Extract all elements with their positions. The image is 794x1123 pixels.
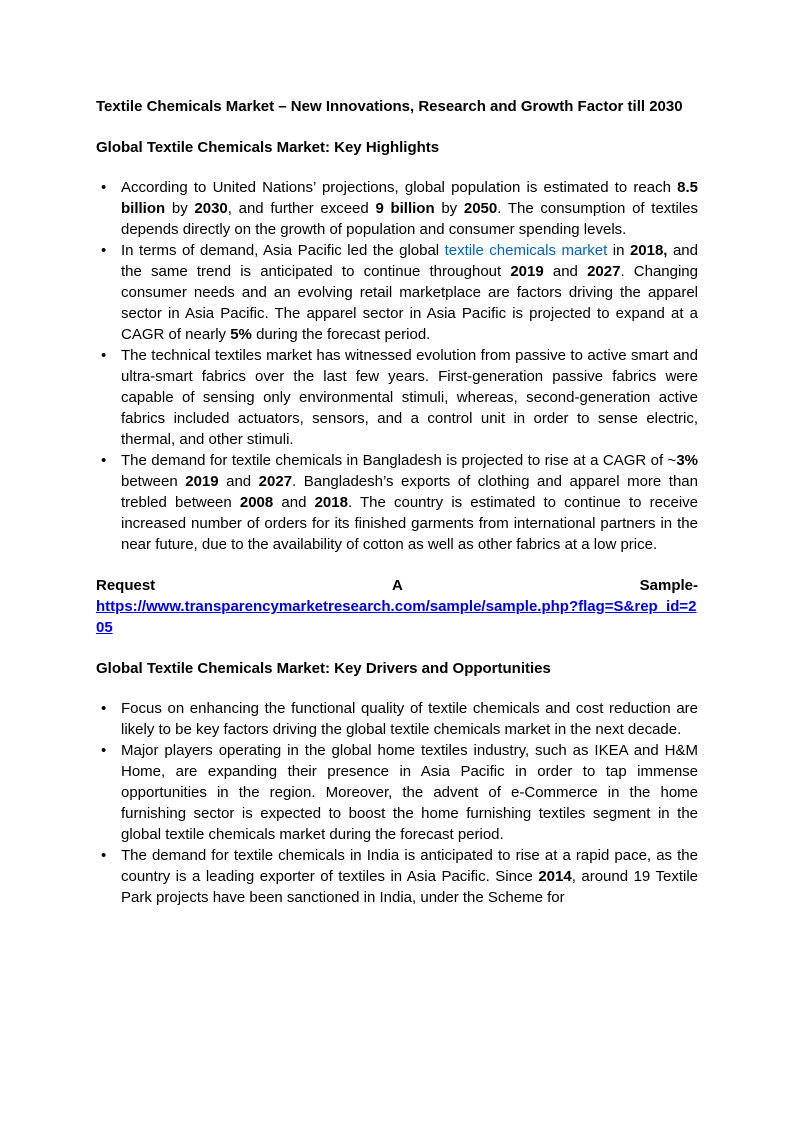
text-segment: According to United Nations’ projections, global population is estimated to reach [121, 179, 678, 196]
list-item [96, 177, 698, 240]
text-segment: . The country is estimated to continue to receive increased number of orders for its finished garments from international partners in the near future, due to the availability of cotton as well as other fabrics at a low price. [121, 494, 698, 553]
text-segment: , around 19 Textile Park projects have been sanctioned in India, under the Scheme for [121, 868, 698, 906]
bullet-icon: • [101, 347, 107, 364]
list-item [96, 845, 698, 908]
bullet-icon: • [101, 700, 107, 717]
text-segment: by [434, 200, 464, 217]
bold-text: 2030 [194, 200, 228, 217]
list-item [96, 240, 698, 345]
bold-text: 3% [676, 452, 698, 469]
bold-text: 2018 [314, 494, 348, 511]
bold-text: 2027 [258, 473, 293, 490]
drivers-list [96, 698, 698, 908]
text-segment: and [218, 473, 259, 490]
bold-text: 2008 [239, 494, 274, 511]
text-segment: and the same trend is anticipated to continue throughout [121, 242, 698, 280]
bold-text: 2050 [463, 200, 498, 217]
highlights-list [96, 177, 698, 555]
text-segment: and [543, 263, 588, 280]
bullet-icon: • [101, 242, 107, 259]
text-segment: The demand for textile chemicals in Bangladesh is projected to rise at a CAGR of ~ [121, 452, 677, 469]
bold-text: 2018, [629, 242, 668, 259]
bullet-icon: • [101, 179, 107, 196]
text-segment: between [121, 473, 186, 490]
list-item [96, 740, 698, 845]
bullet-icon: • [101, 847, 107, 864]
bullet-icon: • [101, 742, 107, 759]
document-page [96, 96, 698, 928]
text-segment: In terms of demand, Asia Pacific led the global [121, 242, 445, 259]
list-item [96, 450, 698, 555]
bold-text: 2019 [185, 473, 219, 490]
request-sample-link[interactable]: https://www.transparencymarketresearch.com/sample/sample.php?flag=S&rep_id=205 [96, 598, 697, 636]
list-item [96, 698, 698, 740]
text-segment: Focus on enhancing the functional quality of textile chemicals and cost reduction are likely to be key factors driving the global textile chemicals market in the next decade. [121, 700, 698, 738]
bold-text: 2019 [510, 263, 544, 280]
bold-text: 5% [230, 326, 252, 343]
section-heading-drivers: Global Textile Chemicals Market: Key Drivers and Opportunities [96, 660, 551, 677]
text-segment: The technical textiles market has witnessed evolution from passive to active smart and ultra-smart fabrics over the last few years. First-generation passive fabrics were capable of sensing only environmental stimuli, whereas, second-generation active fabrics included actuators, sensors, and a control unit in order to sense electric, thermal, and other stimuli. [121, 347, 698, 448]
inline-link[interactable]: textile chemicals market [444, 242, 608, 259]
text-segment: during the forecast period. [251, 326, 431, 343]
text-segment: The demand for textile chemicals in India is anticipated to rise at a rapid pace, as the country is a leading exporter of textiles in Asia Pacific. Since [121, 847, 698, 885]
document-title: Textile Chemicals Market – New Innovations, Research and Growth Factor till 2030 [96, 98, 683, 115]
text-segment: Major players operating in the global home textiles industry, such as IKEA and H&M Home, are expanding their presence in Asia Pacific in order to tap immense opportunities in the region. Moreover, the advent of e-Commerce in the home furnishing sector is expected to boost the home furnishing textiles segment in the global textile chemicals market during the forecast period. [121, 742, 698, 843]
text-segment: and [273, 494, 315, 511]
bold-text: 8.5 billion [121, 179, 698, 217]
list-item [96, 345, 698, 450]
bullet-icon: • [101, 452, 107, 469]
section-heading-highlights: Global Textile Chemicals Market: Key Highlights [96, 139, 440, 156]
text-segment: . Bangladesh’s exports of clothing and apparel more than trebled between [121, 473, 698, 511]
bold-text: 2027 [587, 263, 621, 280]
text-segment: . The consumption of textiles depends directly on the growth of population and consumer spending levels. [121, 200, 698, 238]
text-segment: in [607, 242, 630, 259]
bold-text: 9 billion [375, 200, 435, 217]
text-segment: by [165, 200, 195, 217]
text-segment: , and further exceed [227, 200, 376, 217]
text-segment: . Changing consumer needs and an evolving retail marketplace are factors driving the apparel sector in Asia Pacific. The apparel sector in Asia Pacific is projected to expand at a CAGR of nearly [121, 263, 698, 343]
bold-text: 2014 [538, 868, 572, 885]
request-sample-label: Request A Sample- [96, 577, 698, 594]
